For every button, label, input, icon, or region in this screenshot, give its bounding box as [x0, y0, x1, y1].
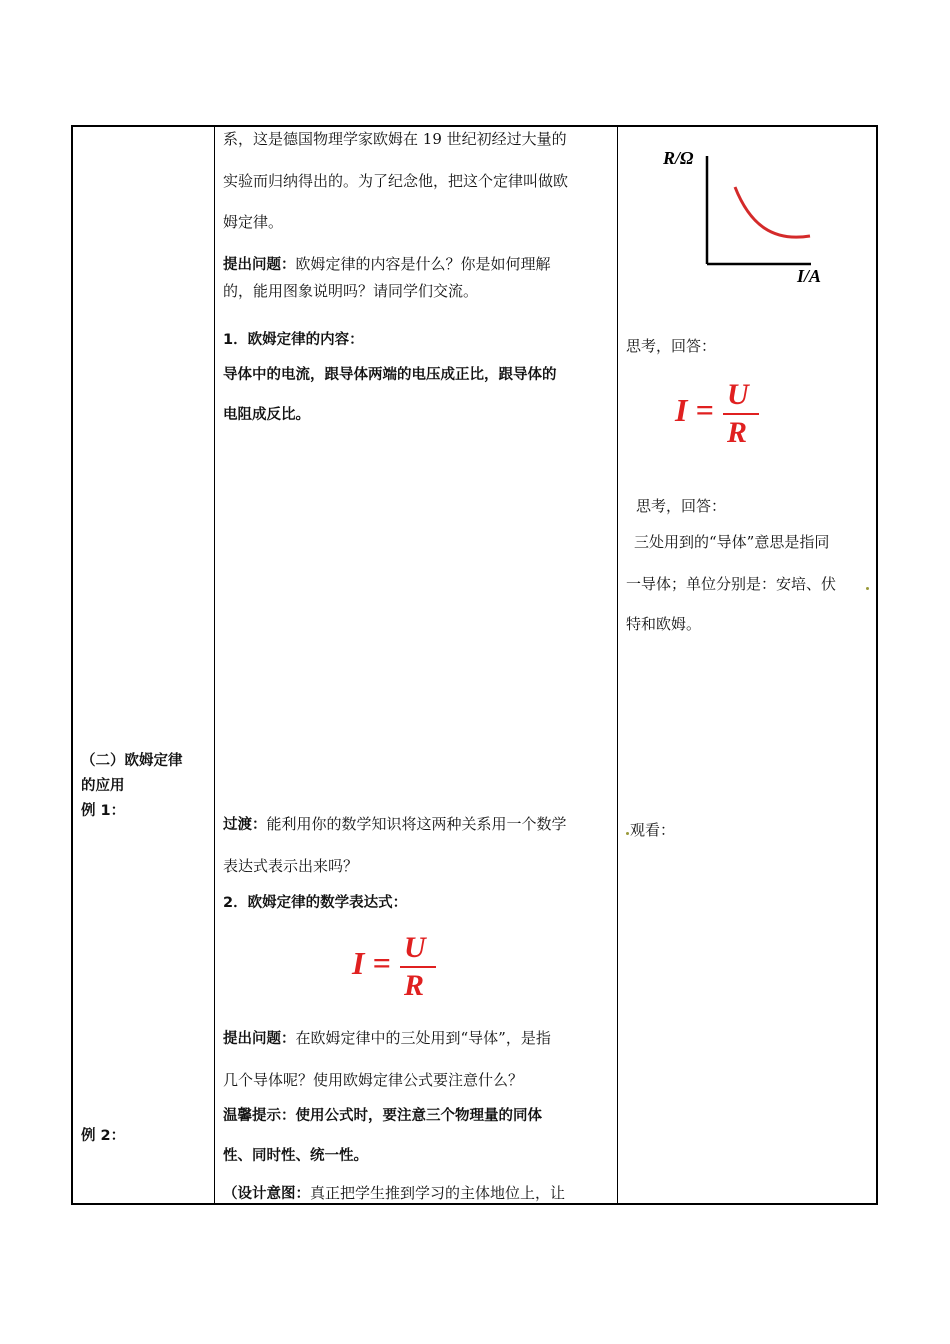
- section-2-title: 2．欧姆定律的数学表达式：: [223, 895, 408, 911]
- stray-mark: [866, 587, 869, 590]
- transition-label: 过渡：: [223, 817, 267, 833]
- paragraph-line: 姆定律。: [223, 213, 284, 231]
- law-statement: 导体中的电流，跟导体两端的电压成正比，跟导体的: [223, 367, 557, 383]
- transition-line2: 表达式表示出来吗？: [223, 857, 359, 875]
- design-intent-line: [223, 1183, 565, 1204]
- watch-label: 观看：: [630, 821, 676, 839]
- answer-line: 三处用到的“导体”意思是指同: [634, 533, 830, 551]
- ohm-formula-right: [675, 380, 765, 450]
- paragraph-line: 实验而归纳得出的。为了纪念他，把这个定律叫做欧: [223, 172, 569, 190]
- column-divider-2: [617, 127, 618, 1203]
- tip-text: 使用公式时，要注意三个物理量的同体: [295, 1108, 542, 1124]
- fraction-bar: [400, 966, 436, 968]
- graph-svg: [655, 140, 845, 290]
- formula-denominator: R: [404, 969, 425, 1002]
- think-answer-1: 思考，回答：: [626, 337, 717, 355]
- answer-line: 特和欧姆。: [626, 615, 702, 633]
- fraction-bar: [723, 413, 759, 415]
- transition-line: [223, 814, 567, 835]
- section-1-title: 1．欧姆定律的内容：: [223, 332, 364, 348]
- tip-label: 温馨提示：: [223, 1108, 296, 1124]
- formula-denominator: R: [727, 416, 748, 449]
- example-2-label: 例 2：: [81, 1128, 126, 1144]
- design-text: 真正把学生推到学习的主体地位上，让: [310, 1184, 566, 1202]
- section-heading: （二）欧姆定律: [81, 753, 183, 769]
- think-answer-2: 思考，回答：: [636, 497, 727, 515]
- paragraph-line: 系，这是德国物理学家欧姆在 19 世纪初经过大量的: [223, 130, 567, 148]
- tip-line2: 性、同时性、统一性。: [223, 1148, 368, 1164]
- section-heading-cont: 的应用: [81, 778, 125, 794]
- x-axis-label: I/A: [797, 266, 822, 286]
- answer-line: 一导体；单位分别是：安培、伏: [626, 575, 837, 593]
- inverse-curve: [735, 187, 810, 237]
- y-axis-label: R/Ω: [663, 148, 694, 168]
- column-divider-1: [214, 127, 215, 1203]
- formula-lhs: I =: [675, 392, 714, 428]
- question-1-line: [223, 254, 551, 275]
- tip-line: [223, 1106, 542, 1126]
- question-text: 在欧姆定律中的三处用到“导体”，是指: [295, 1029, 551, 1047]
- formula-numerator: U: [404, 931, 426, 964]
- stray-mark: [626, 832, 629, 835]
- r-vs-i-graph: [655, 140, 845, 290]
- law-statement-cont: 电阻成反比。: [223, 407, 310, 423]
- question-label: 提出问题：: [223, 257, 296, 273]
- design-label: （设计意图：: [223, 1186, 310, 1202]
- question-1-line2: 的，能用图象说明吗？请同学们交流。: [223, 282, 479, 300]
- question-label: 提出问题：: [223, 1031, 296, 1047]
- ohm-formula-middle: [352, 931, 442, 1005]
- question-2-line2: 几个导体呢？使用欧姆定律公式要注意什么？: [223, 1071, 524, 1089]
- formula-numerator: U: [727, 378, 749, 411]
- question-2-line: [223, 1028, 551, 1049]
- formula-lhs: I =: [352, 945, 391, 981]
- transition-text: 能利用你的数学知识将这两种关系用一个数学: [266, 815, 567, 833]
- example-1-label: 例 1：: [81, 803, 126, 819]
- question-text: 欧姆定律的内容是什么？你是如何理解: [295, 255, 551, 273]
